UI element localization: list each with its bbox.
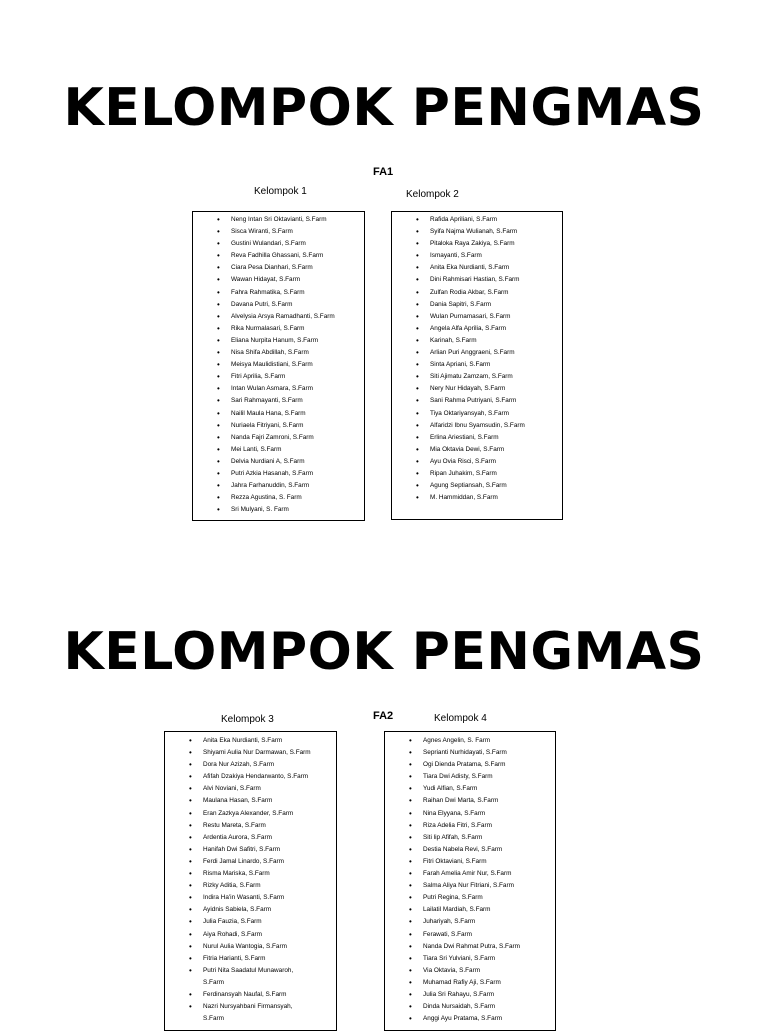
list-item: • Lailatil Mardiah, S.Farm <box>385 904 555 916</box>
list-item: • Arlian Puri Anggraeni, S.Farm <box>392 347 562 359</box>
member-list-box-kelompok-2 <box>391 211 563 520</box>
list-item: • Fahra Rahmatika, S.Farm <box>193 287 364 299</box>
member-list-box-kelompok-4 <box>384 731 556 1031</box>
list-item: • Juhariyah, S.Farm <box>385 916 555 928</box>
list-item: • Anggi Ayu Pratama, S.Farm <box>385 1013 555 1025</box>
page-title: KELOMPOK PENGMAS <box>63 622 705 682</box>
list-item: • Wulan Purnamasari, S.Farm <box>392 311 562 323</box>
list-item: • Nanda Fajri Zamroni, S.Farm <box>193 432 364 444</box>
list-item: • Reva Fadhilla Ghassani, S.Farm <box>193 250 364 262</box>
member-list-box-kelompok-1 <box>192 211 365 521</box>
list-item: • Via Oktavia, S.Farm <box>385 965 555 977</box>
list-item: • Putri Azkia Hasanah, S.Farm <box>193 468 364 480</box>
group-label-kelompok-3: Kelompok 3 <box>221 714 274 725</box>
list-item: • Fitri Oktaviani, S.Farm <box>385 856 555 868</box>
list-item: • Dinda Nursaidah, S.Farm <box>385 1001 555 1013</box>
list-item: • Ferdinansyah Naufal, S.Farm <box>165 989 336 1001</box>
list-item: • Julia Fauzia, S.Farm <box>165 916 336 928</box>
list-item: • Nery Nur Hidayah, S.Farm <box>392 383 562 395</box>
list-item: • Putri Regina, S.Farm <box>385 892 555 904</box>
list-item: • Syifa Najma Wulianah, S.Farm <box>392 226 562 238</box>
member-list <box>193 212 364 516</box>
list-item: • Davana Putri, S.Farm <box>193 299 364 311</box>
list-item: • Nina Elyyana, S.Farm <box>385 808 555 820</box>
list-item: • Yudi Alfian, S.Farm <box>385 783 555 795</box>
list-item: • Fitria Harianti, S.Farm <box>165 953 336 965</box>
list-item: • Rizky Aditia, S.Farm <box>165 880 336 892</box>
fa-label: FA1 <box>373 166 394 178</box>
list-item: • Alvelysia Arsya Ramadhanti, S.Farm <box>193 311 364 323</box>
member-list <box>165 732 336 1025</box>
group-label-kelompok-2: Kelompok 2 <box>406 189 459 200</box>
list-item: S.Farm <box>203 978 224 986</box>
list-item: • Raihan Dwi Marta, S.Farm <box>385 795 555 807</box>
list-item: • Rafida Apriliani, S.Farm <box>392 214 562 226</box>
list-item: • Nurul Aulia Wantogia, S.Farm <box>165 941 336 953</box>
list-item: • Nisa Shifa Abdillah, S.Farm <box>193 347 364 359</box>
list-item: • Jahra Farhanuddin, S.Farm <box>193 480 364 492</box>
list-item: • Afifah Dzakiya Hendarwanto, S.Farm <box>165 771 336 783</box>
list-item: • Sisca Wiranti, S.Farm <box>193 226 364 238</box>
list-item: • Ardentia Aurora, S.Farm <box>165 832 336 844</box>
list-item: • Mei Lanti, S.Farm <box>193 444 364 456</box>
list-item: • Intan Wulan Asmara, S.Farm <box>193 383 364 395</box>
list-item: • Nailil Maula Hana, S.Farm <box>193 408 364 420</box>
list-item: • Nuriaela Fitriyani, S.Farm <box>193 420 364 432</box>
list-item: • Sani Rahma Putriyani, S.Farm <box>392 395 562 407</box>
list-item: • Erlina Ariestiani, S.Farm <box>392 432 562 444</box>
list-item: • Ferawati, S.Farm <box>385 929 555 941</box>
member-list <box>392 212 562 504</box>
fa-label: FA2 <box>373 710 394 722</box>
list-item: • Mia Oktavia Dewi, S.Farm <box>392 444 562 456</box>
list-item: • Gustini Wulandari, S.Farm <box>193 238 364 250</box>
list-item: • Salma Aliya Nur Fitriani, S.Farm <box>385 880 555 892</box>
list-item: S.Farm <box>203 1015 224 1023</box>
list-item: • Shiyami Aulia Nur Darmawan, S.Farm <box>165 747 336 759</box>
list-item: • Ogi Dienda Pratama, S.Farm <box>385 759 555 771</box>
group-label-kelompok-1: Kelompok 1 <box>254 186 307 197</box>
list-item: • Sinta Apriani, S.Farm <box>392 359 562 371</box>
list-item: • Riza Adelia Fitri, S.Farm <box>385 820 555 832</box>
list-item: • Ayu Ovia Risci, S.Farm <box>392 456 562 468</box>
list-item: • Muhamad Rafiy Aji, S.Farm <box>385 977 555 989</box>
list-item: • Ciara Pesa Dianhari, S.Farm <box>193 262 364 274</box>
list-item: • Maulana Hasan, S.Farm <box>165 795 336 807</box>
list-item: • Restu Mareta, S.Farm <box>165 820 336 832</box>
list-item: • Anita Eka Nurdianti, S.Farm <box>392 262 562 274</box>
list-item: • Sri Mulyani, S. Farm <box>193 504 364 516</box>
list-item: • Alvi Noviani, S.Farm <box>165 783 336 795</box>
list-item: • Rezza Agustina, S. Farm <box>193 492 364 504</box>
list-item: • Neng Intan Sri Oktavianti, S.Farm <box>193 214 364 226</box>
list-item: • Farah Amelia Amir Nur, S.Farm <box>385 868 555 880</box>
list-item: • Fitri Aprilia, S.Farm <box>193 371 364 383</box>
list-item: • Ferdi Jamal Linardo, S.Farm <box>165 856 336 868</box>
list-item: • Hanifah Dwi Safitri, S.Farm <box>165 844 336 856</box>
list-item: • Dania Sapitri, S.Farm <box>392 299 562 311</box>
list-item: • Risma Mariska, S.Farm <box>165 868 336 880</box>
list-item: • Angela Alfa Aprilia, S.Farm <box>392 323 562 335</box>
list-item: • Alfaridzi Ibnu Syamsudin, S.Farm <box>392 420 562 432</box>
list-item: • Seprianti Nurhidayati, S.Farm <box>385 747 555 759</box>
list-item: • Eran Zazkya Alexander, S.Farm <box>165 808 336 820</box>
list-item: • Aiya Rohadi, S.Farm <box>165 929 336 941</box>
list-item: • Tiara Dwi Adisty, S.Farm <box>385 771 555 783</box>
list-item: • Siti lip Afifah, S.Farm <box>385 832 555 844</box>
list-item: • Ripan Juhakim, S.Farm <box>392 468 562 480</box>
list-item: • Meisya Maulidistiani, S.Farm <box>193 359 364 371</box>
list-item: • M. Hammiddan, S.Farm <box>392 492 562 504</box>
list-item: • Indira Ha'in Wasanti, S.Farm <box>165 892 336 904</box>
list-item: • Rika Nurmalasari, S.Farm <box>193 323 364 335</box>
list-item: • Tiya Oktariyansyah, S.Farm <box>392 408 562 420</box>
list-item: • Delvia Nurdiani A, S.Farm <box>193 456 364 468</box>
list-item: • Wawan Hidayat, S.Farm <box>193 274 364 286</box>
list-item: • Putri Nita Saadatul Munawaroh, <box>165 965 336 977</box>
list-item: • Destia Nabela Revi, S.Farm <box>385 844 555 856</box>
list-item: • Eliana Nurpita Hanum, S.Farm <box>193 335 364 347</box>
list-item: • Julia Sri Rahayu, S.Farm <box>385 989 555 1001</box>
list-item: • Tiara Sri Yulviani, S.Farm <box>385 953 555 965</box>
list-item: • Siti Ajimatu Zamzam, S.Farm <box>392 371 562 383</box>
list-item: • Nazri Nursyahbani Firmansyah, <box>165 1001 336 1013</box>
list-item: • Pitaloka Raya Zakiya, S.Farm <box>392 238 562 250</box>
member-list-box-kelompok-3 <box>164 731 337 1031</box>
list-item: • Nanda Dwi Rahmat Putra, S.Farm <box>385 941 555 953</box>
list-item: • Agung Septiansah, S.Farm <box>392 480 562 492</box>
group-label-kelompok-4: Kelompok 4 <box>434 713 487 724</box>
list-item: • Anita Eka Nurdianti, S.Farm <box>165 735 336 747</box>
list-item: • Agnes Angelin, S. Farm <box>385 735 555 747</box>
list-item: • Zulfan Rodia Akbar, S.Farm <box>392 287 562 299</box>
list-item: • Sari Rahmayanti, S.Farm <box>193 395 364 407</box>
list-item: • Ismayanti, S.Farm <box>392 250 562 262</box>
list-item: • Karinah, S.Farm <box>392 335 562 347</box>
member-list <box>385 732 555 1025</box>
list-item: • Dora Nur Azizah, S.Farm <box>165 759 336 771</box>
list-item: • Dini Rahmisari Hastian, S.Farm <box>392 274 562 286</box>
list-item: • Ayidnis Sabiela, S.Farm <box>165 904 336 916</box>
page-title: KELOMPOK PENGMAS <box>63 78 705 138</box>
